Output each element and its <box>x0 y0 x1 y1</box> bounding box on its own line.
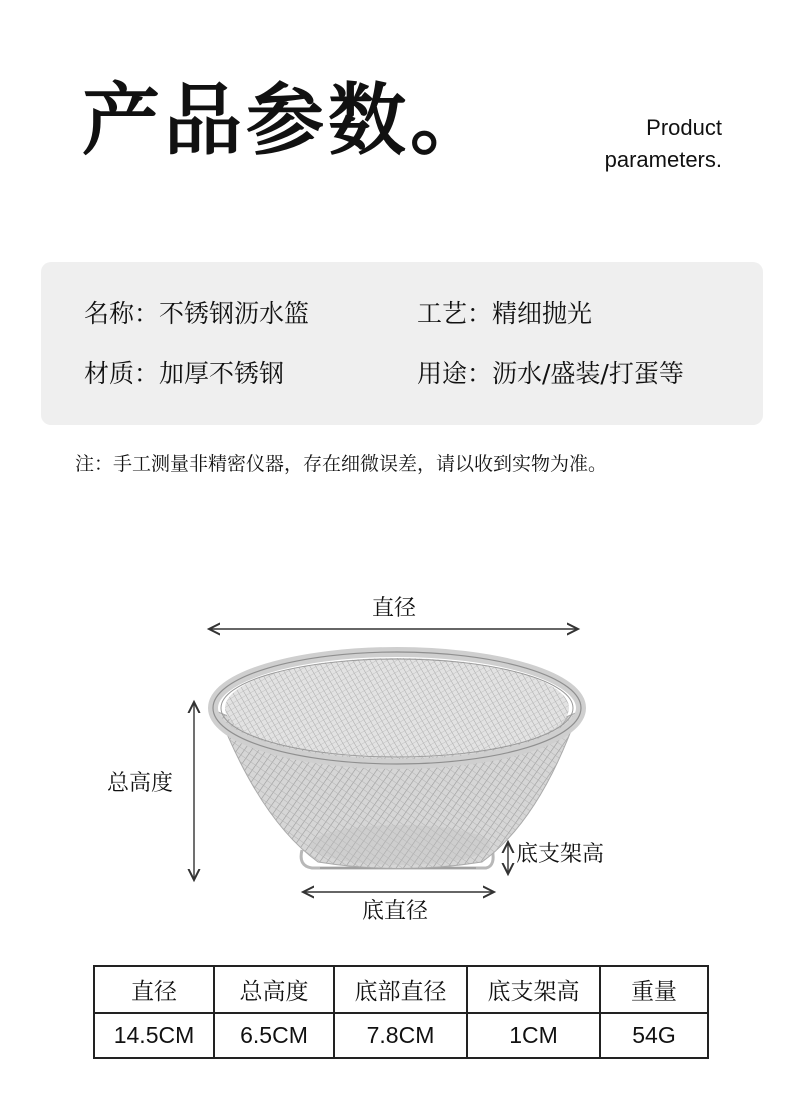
spec-name: 名称：不锈钢沥水篮 <box>84 299 310 328</box>
bottom-diameter-label: 底直径 <box>362 899 429 924</box>
subtitle-line-2: parameters. <box>604 147 722 172</box>
product-diagram <box>0 580 800 940</box>
value-bottom-diameter: 7.8CM <box>334 1013 467 1058</box>
subtitle-line-1: Product <box>646 115 722 140</box>
spec-panel <box>41 262 763 425</box>
header-weight: 重量 <box>600 966 708 1013</box>
value-total-height: 6.5CM <box>214 1013 334 1058</box>
table-header-row <box>94 966 708 1013</box>
value-stand-height: 1CM <box>467 1013 600 1058</box>
header-total-height: 总高度 <box>214 966 334 1013</box>
basket-interior <box>225 658 569 758</box>
value-diameter: 14.5CM <box>94 1013 214 1058</box>
parameters-table <box>93 965 709 1059</box>
spec-craft: 工艺：精细抛光 <box>417 299 593 328</box>
diameter-label: 直径 <box>372 596 417 621</box>
stand-height-label: 底支架高 <box>516 842 605 867</box>
table-row <box>94 1013 708 1058</box>
spec-usage: 用途：沥水/盛装/打蛋等 <box>417 359 684 388</box>
spec-material: 材质：加厚不锈钢 <box>84 359 285 388</box>
measurement-note: 注：手工测量非精密仪器，存在细微误差，请以收到实物为准。 <box>75 453 608 475</box>
page-title: 产品参数。 <box>82 76 493 166</box>
header-bottom-diameter: 底部直径 <box>334 966 467 1013</box>
value-weight: 54G <box>600 1013 708 1058</box>
total-height-label: 总高度 <box>107 771 174 796</box>
header-stand-height: 底支架高 <box>467 966 600 1013</box>
page-subtitle <box>605 112 722 176</box>
header-diameter: 直径 <box>94 966 214 1013</box>
